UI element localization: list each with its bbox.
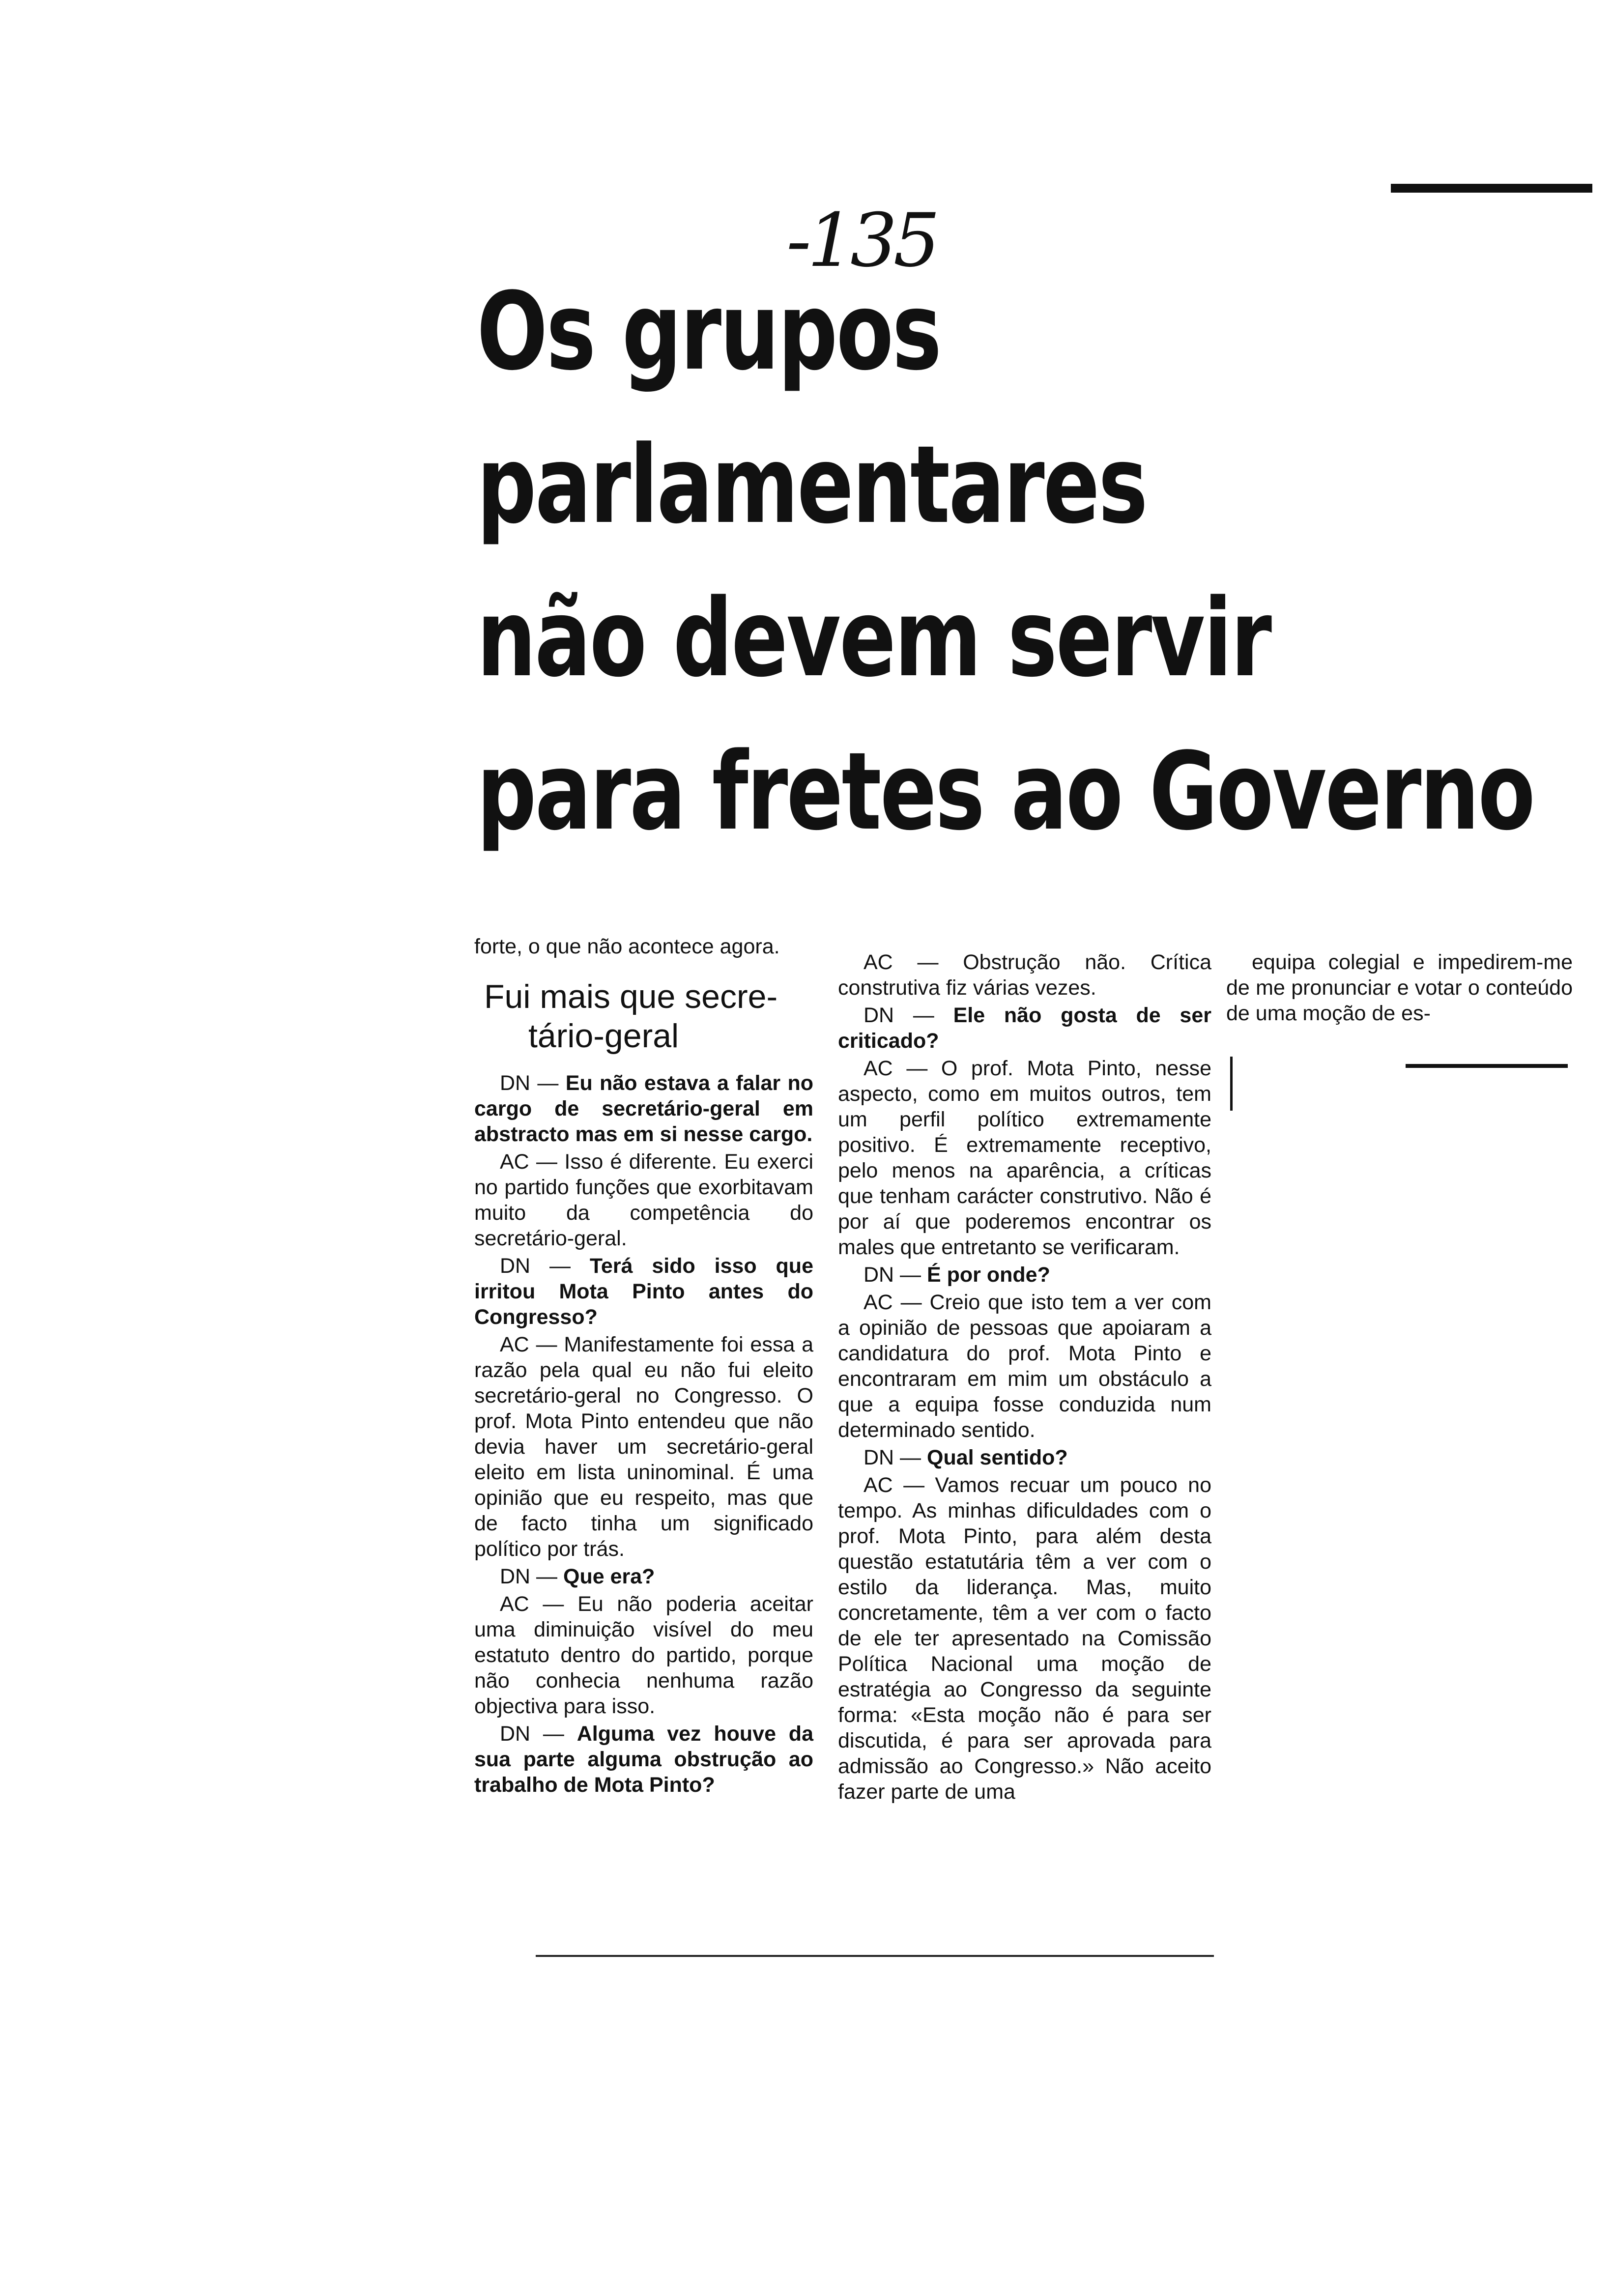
subheading-line-1: Fui mais que secre- (484, 978, 778, 1015)
paragraph: forte, o que não acontece agora. (474, 935, 780, 958)
bottom-rule (536, 1955, 1214, 1957)
speaker-label: DN — (500, 1254, 571, 1278)
answer: AC — Obstrução não. Crítica construtiva fiz várias vezes. (838, 950, 1211, 1000)
column-separator (1230, 1057, 1233, 1111)
speaker-label: DN — (864, 1446, 921, 1469)
paragraph: equipa colegial e impedirem-me de me pronunciar e votar o conteúdo de uma moção de es- (1226, 950, 1573, 1025)
column-3-rule (1406, 1064, 1568, 1068)
question (474, 1253, 813, 1330)
question-text: Qual sentido? (927, 1446, 1068, 1469)
answer: AC — Isso é diferente. Eu exerci no partido funções que exorbitavam muito da competência do secretário-geral. (474, 1150, 813, 1250)
answer: AC — Eu não poderia aceitar uma diminuição visível do meu estatuto dentro do partido, porque não conhecia nenhuma razão objectiva para isso. (474, 1592, 813, 1718)
question-text: Terá sido isso que irritou Mota Pinto antes do Congresso? (474, 1254, 813, 1329)
answer: AC — O prof. Mota Pinto, nesse aspecto, como em muitos outros, tem um perfil político extremamente positivo. É extremamente receptivo, pelo menos na aparência, a críticas que tenham carácter construtivo. Não é por aí que poderemos encontrar os males que entretanto se verificaram. (838, 1057, 1211, 1259)
answer: AC — Manifestamente foi essa a razão pela qual eu não fui eleito secretário-geral no Congresso. O prof. Mota Pinto entendeu que não devia haver um secretário-geral eleito em lista uninominal. É uma opinião que eu respeito, mas que de facto tinha um significado político por trás. (474, 1333, 813, 1561)
speaker-label: DN — (500, 1722, 564, 1746)
speaker-label: DN — (500, 1071, 559, 1095)
question (474, 1721, 813, 1798)
question-text: É por onde? (927, 1263, 1050, 1287)
speaker-label: DN — (864, 1004, 934, 1027)
column-1 (474, 934, 813, 1800)
handwritten-note: -135 (786, 198, 936, 284)
headline-line-1: Os grupos (477, 270, 941, 394)
question (474, 1070, 813, 1147)
headline-line-3: não devem servir (477, 576, 1270, 701)
column-3 (1226, 949, 1573, 1028)
question (838, 1003, 1211, 1054)
question (474, 1564, 813, 1589)
headline-line-2: parlamentares (477, 423, 1147, 547)
question (838, 1262, 1211, 1288)
question (838, 1445, 1211, 1470)
top-right-rule (1391, 184, 1592, 193)
speaker-label: DN — (864, 1263, 921, 1287)
question-text: Alguma vez houve da sua parte alguma obstrução ao trabalho de Mota Pinto? (474, 1722, 813, 1797)
subheading-line-2: tário-geral (528, 1017, 679, 1055)
speaker-label: DN — (500, 1565, 558, 1588)
subheading (474, 977, 813, 1056)
question-text: Que era? (563, 1565, 655, 1588)
answer: AC — Creio que isto tem a ver com a opinião de pessoas que apoiaram a candidatura do prof. Mota Pinto e encontraram em mim um obstáculo a que a equipa fosse conduzida num determinado sentido. (838, 1291, 1211, 1442)
headline-line-4: para fretes ao Governo (477, 730, 1534, 854)
question-text: Eu não estava a falar no cargo de secretário-geral em abstracto mas em si nesse cargo. (474, 1071, 813, 1146)
question-text: Ele não gosta de ser criticado? (838, 1004, 1211, 1053)
column-2 (838, 949, 1211, 1807)
headline (477, 256, 1534, 869)
answer: AC — Vamos recuar um pouco no tempo. As minhas dificuldades com o prof. Mota Pinto, para além desta questão estatutária têm a ver com o estilo da liderança. Mas, muito concretamente, têm a ver com o facto de ele ter apresentado na Comissão Política Nacional uma moção de estratégia ao Congresso da seguinte forma: «Esta moção não é para ser discutida, é para ser aprovada para admissão ao Congresso.» Não aceito fazer parte de uma (838, 1473, 1211, 1804)
